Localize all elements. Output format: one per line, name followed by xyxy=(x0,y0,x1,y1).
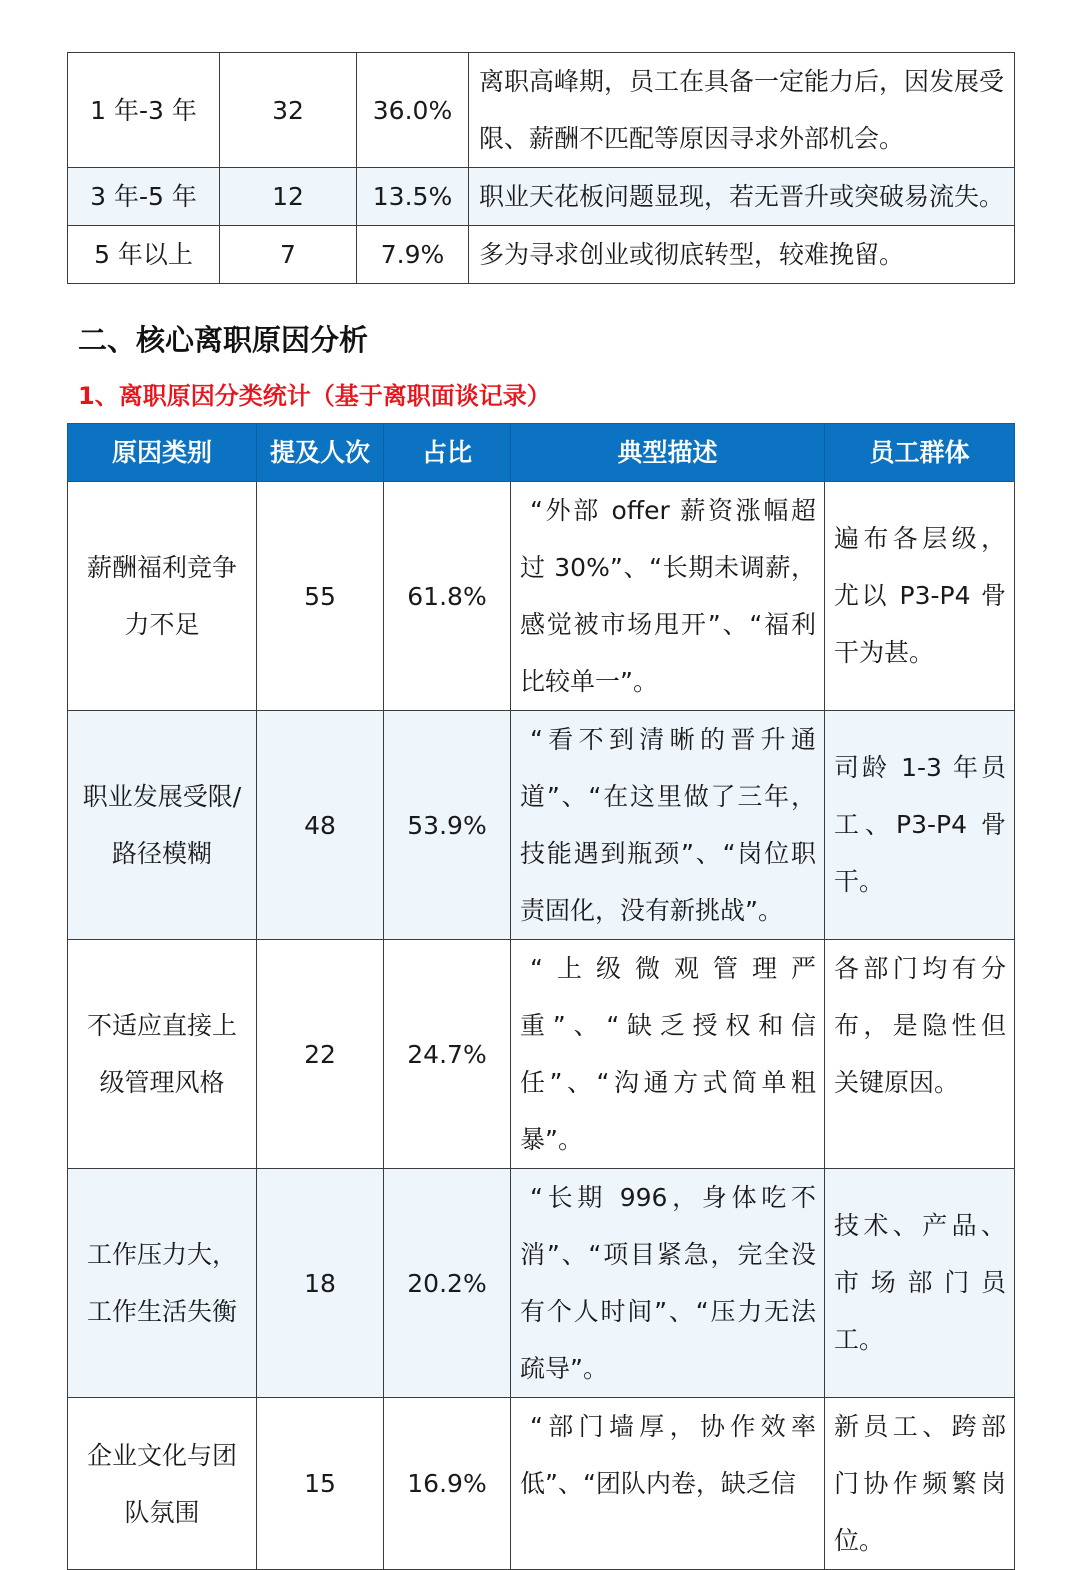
tenure-cell: 3 年-5 年 xyxy=(68,168,220,226)
desc-cell: 多为寻求创业或彻底转型，较难挽留。 xyxy=(469,226,1015,284)
count-cell: 12 xyxy=(220,168,357,226)
table-row xyxy=(68,711,1015,940)
desc-cell: “长期 996，身体吃不消”、“项目紧急，完全没有个人时间”、“压力无法疏导”。 xyxy=(511,1169,825,1398)
ratio-cell: 61.8% xyxy=(384,482,511,711)
header-mentions: 提及人次 xyxy=(257,424,384,482)
category-cell: 薪酬福利竞争力不足 xyxy=(68,482,257,711)
header-ratio: 占比 xyxy=(384,424,511,482)
ratio-cell: 7.9% xyxy=(357,226,469,284)
table-row xyxy=(68,1169,1015,1398)
tenure-cell: 1 年-3 年 xyxy=(68,53,220,168)
ratio-cell: 53.9% xyxy=(384,711,511,940)
desc-cell: “部门墙厚，协作效率低”、“团队内卷，缺乏信 xyxy=(511,1398,825,1570)
header-category: 原因类别 xyxy=(68,424,257,482)
group-cell: 遍布各层级，尤以 P3-P4 骨干为甚。 xyxy=(825,482,1015,711)
group-cell: 技术、产品、市场部门员工。 xyxy=(825,1169,1015,1398)
group-cell: 司龄 1-3 年员工、P3-P4 骨干。 xyxy=(825,711,1015,940)
section-subtitle: 1、离职原因分类统计（基于离职面谈记录） xyxy=(78,382,551,410)
desc-cell: 离职高峰期，员工在具备一定能力后，因发展受限、薪酬不匹配等原因寻求外部机会。 xyxy=(469,53,1015,168)
desc-cell: “看不到清晰的晋升通道”、“在这里做了三年，技能遇到瓶颈”、“岗位职责固化，没有新挑战”。 xyxy=(511,711,825,940)
count-cell: 32 xyxy=(220,53,357,168)
table-row xyxy=(68,482,1015,711)
table-header-row xyxy=(68,424,1015,482)
group-cell: 各部门均有分布，是隐性但关键原因。 xyxy=(825,940,1015,1169)
tenure-cell: 5 年以上 xyxy=(68,226,220,284)
desc-cell: 职业天花板问题显现，若无晋升或突破易流失。 xyxy=(469,168,1015,226)
mentions-cell: 55 xyxy=(257,482,384,711)
category-cell: 不适应直接上级管理风格 xyxy=(68,940,257,1169)
mentions-cell: 22 xyxy=(257,940,384,1169)
ratio-cell: 24.7% xyxy=(384,940,511,1169)
category-cell: 工作压力大，工作生活失衡 xyxy=(68,1169,257,1398)
ratio-cell: 36.0% xyxy=(357,53,469,168)
header-desc: 典型描述 xyxy=(511,424,825,482)
table-row xyxy=(68,168,1015,226)
category-cell: 企业文化与团队氛围 xyxy=(68,1398,257,1570)
table-row xyxy=(68,940,1015,1169)
desc-cell: “外部 offer 薪资涨幅超过 30%”、“长期未调薪，感觉被市场甩开”、“福利比较单一”。 xyxy=(511,482,825,711)
header-group: 员工群体 xyxy=(825,424,1015,482)
table-row xyxy=(68,1398,1015,1570)
mentions-cell: 18 xyxy=(257,1169,384,1398)
reasons-table xyxy=(67,423,1015,1570)
section-title: 二、核心离职原因分析 xyxy=(78,323,369,357)
ratio-cell: 13.5% xyxy=(357,168,469,226)
mentions-cell: 15 xyxy=(257,1398,384,1570)
category-cell: 职业发展受限/路径模糊 xyxy=(68,711,257,940)
mentions-cell: 48 xyxy=(257,711,384,940)
count-cell: 7 xyxy=(220,226,357,284)
ratio-cell: 20.2% xyxy=(384,1169,511,1398)
tenure-table xyxy=(67,52,1015,284)
ratio-cell: 16.9% xyxy=(384,1398,511,1570)
desc-cell: “上级微观管理严重”、“缺乏授权和信任”、“沟通方式简单粗暴”。 xyxy=(511,940,825,1169)
group-cell: 新员工、跨部门协作频繁岗位。 xyxy=(825,1398,1015,1570)
table-row xyxy=(68,53,1015,168)
table-row xyxy=(68,226,1015,284)
